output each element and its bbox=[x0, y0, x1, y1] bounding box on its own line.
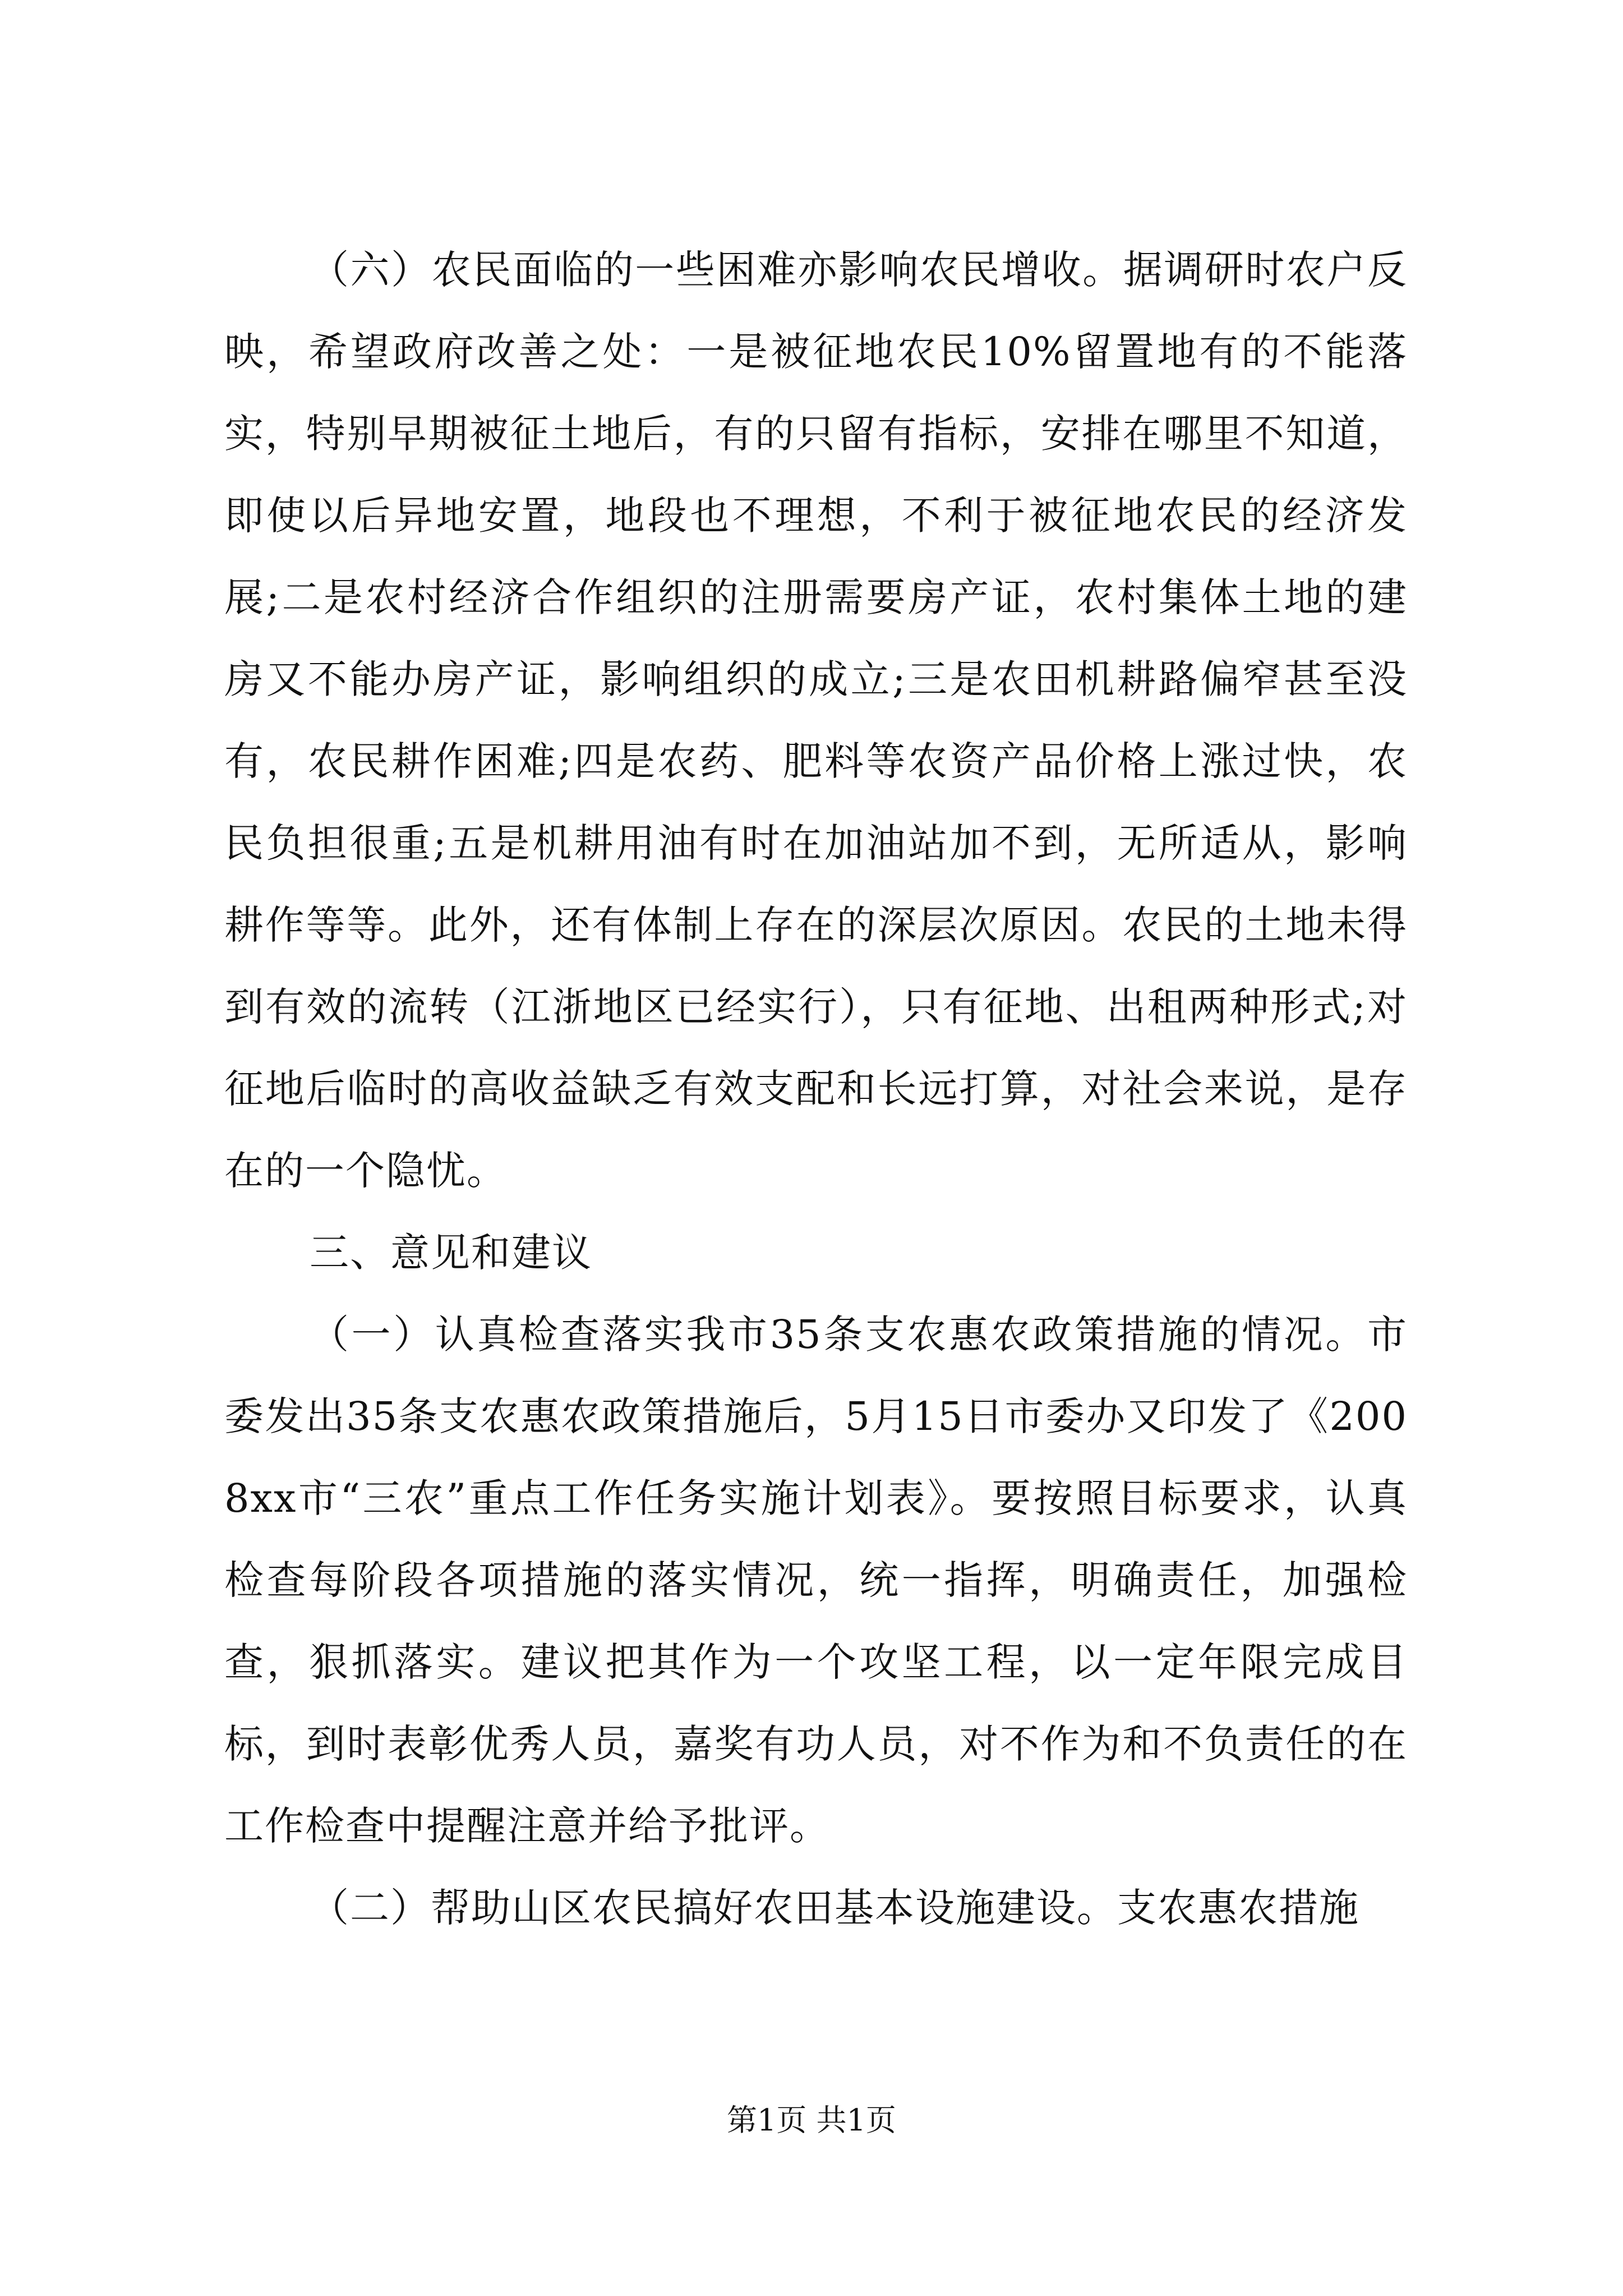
paragraph-difficulties: （六）农民面临的一些困难亦影响农民增收。据调研时农户反映，希望政府改善之处：一是被征地农民10%留置地有的不能落实，特别早期被征土地后，有的只留有指标，安排在哪里不知道，即使以后异地安置，地段也不理想，不利于被征地农民的经济发展;二是农村经济合作组织的注册需要房产证，农村集体土地的建房又不能办房产证，影响组织的成立;三是农田机耕路偏窄甚至没有，农民耕作困难;四是农药、肥料等农资产品价格上涨过快，农民负担很重;五是机耕用油有时在加油站加不到，无所适从，影响耕作等等。此外，还有体制上存在的深层次原因。农民的土地未得到有效的流转（江浙地区已经实行），只有征地、出租两种形式;对征地后临时的高收益缺乏有效支配和长远打算，对社会来说，是存在的一个隐忧。 bbox=[224, 247, 1408, 1194]
section-heading-suggestions: 三、意见和建议 bbox=[310, 1230, 592, 1276]
page-footer: 第1页 共1页 bbox=[727, 2102, 896, 2138]
paragraph-policy-check: （一）认真检查落实我市35条支农惠农政策措施的情况。市委发出35条支农惠农政策措施后，5月15日市委办又印发了《2008xx市“三农”重点工作任务实施计划表》。要按照目标要求，认真检查每阶段各项措施的落实情况，统一指挥，明确责任，加强检查，狠抓落实。建议把其作为一个攻坚工程，以一定年限完成目标，到时表彰优秀人员，嘉奖有功人员，对不作为和不负责任的在工作检查中提醒注意并给予批评。 bbox=[224, 1312, 1408, 1849]
paragraph-mountain-farmers: （二）帮助山区农民搞好农田基本设施建设。支农惠农措施 bbox=[310, 1885, 1359, 1931]
document-body bbox=[224, 229, 1408, 1949]
